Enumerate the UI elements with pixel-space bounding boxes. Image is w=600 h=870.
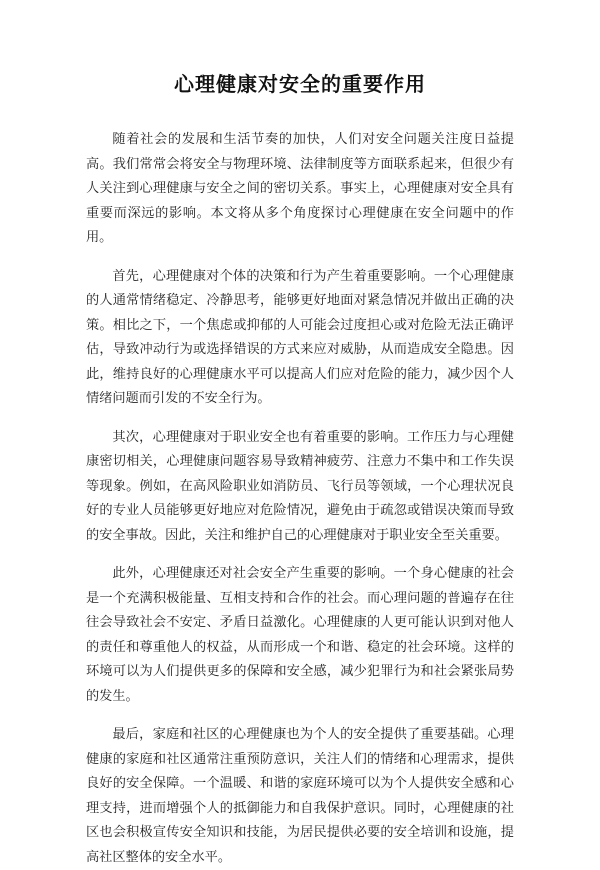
paragraph-individual: 首先，心理健康对个体的决策和行为产生着重要影响。一个心理健康的人通常情绪稳定、冷静思考，能够更好地面对紧急情况并做出正确的决策。相比之下，一个焦虑或抑郁的人可能会过度担心或对危险无法正确评估，导致冲动行为或选择错误的方式来应对威胁，从而造成安全隐患。因此，维持良好的心理健康水平可以提高人们应对危险的能力，减少因个人情绪问题而引发的不安全行为。 (86, 268, 514, 406)
paragraph-occupational: 其次，心理健康对于职业安全也有着重要的影响。工作压力与心理健康密切相关，心理健康问题容易导致精神疲劳、注意力不集中和工作失误等现象。例如，在高风险职业如消防员、飞行员等领域，一个心理状况良好的专业人员能够更好地应对危险情况，避免由于疏忽或错误决策而导致的安全事故。因此，关注和维护自己的心理健康对于职业安全至关重要。 (86, 429, 514, 543)
paragraph-social: 此外，心理健康还对社会安全产生重要的影响。一个身心健康的社会是一个充满积极能量、互相支持和合作的社会。而心理问题的普遍存在往往会导致社会不安定、矛盾日益激化。心理健康的人更可能认识到对他人的责任和尊重他人的权益，从而形成一个和谐、稳定的社会环境。这样的环境可以为人们提供更多的保障和安全感，减少犯罪行为和社会紧张局势的发生。 (86, 566, 514, 704)
paragraph-intro: 随着社会的发展和生活节奏的加快，人们对安全问题关注度日益提高。我们常常会将安全与物理环境、法律制度等方面联系起来，但很少有人关注到心理健康与安全之间的密切关系。事实上，心理健康对安全具有重要而深远的影响。本文将从多个角度探讨心理健康在安全问题中的作用。 (86, 132, 514, 245)
document-title: 心理健康对安全的重要作用 (174, 72, 426, 96)
paragraph-family-community: 最后，家庭和社区的心理健康也为个人的安全提供了重要基础。心理健康的家庭和社区通常注重预防意识，关注人们的情绪和心理需求，提供良好的安全保障。一个温暖、和谐的家庭环境可以为个人提供安全感和心理支持，进而增强个人的抵御能力和自我保护意识。同时，心理健康的社区也会积极宣传安全知识和技能，为居民提供必要的安全培训和设施，提高社区整体的安全水平。 (86, 727, 514, 865)
